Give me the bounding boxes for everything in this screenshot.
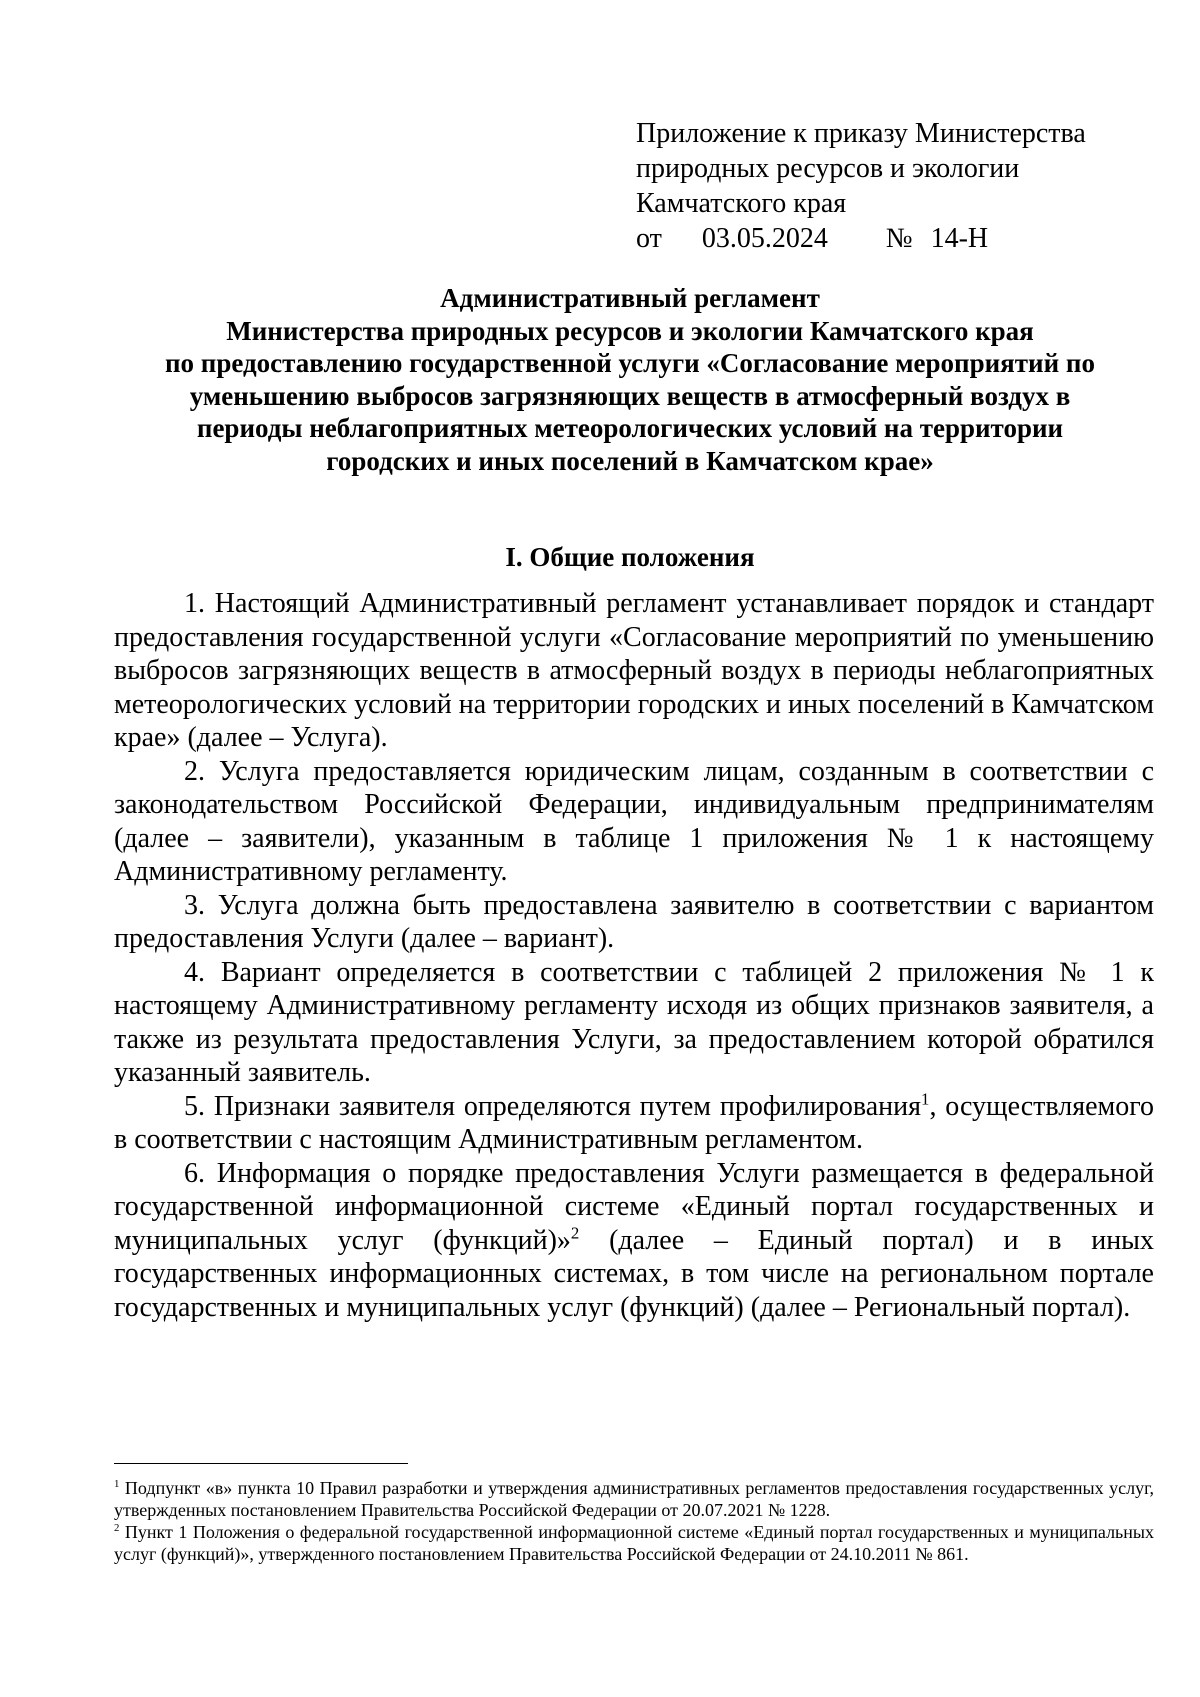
footnote-ref-1[interactable]: 1 [921, 1089, 930, 1109]
footnote-ref-2[interactable]: 2 [570, 1223, 580, 1243]
approval-line-2: природных ресурсов и экологии [636, 153, 1020, 184]
paragraph-6-text-cont: (далее – Единый портал) и в иных государственных информационных системах, в том числе на региональном портале государственных и муниципальных услуг (функций) (далее – Региональный портал). [114, 1224, 1154, 1323]
title-line-5: периоды неблагоприятных метеорологических условий на территории [196, 413, 1064, 443]
footnote-1-text: Подпункт «в» пункта 10 Правил разработки и утверждения административных регламентов предоставления государственных услуг, утвержденных постановлением Правительства Российской Федерации от 20.07.2021 № 1228. [114, 1478, 1154, 1520]
paragraph-6-text: 6. Информация о порядке предоставления Услуги размещается в федеральной государственной информационной системе «Единый портал государственных и муниципальных услуг (функций)» [114, 1157, 1154, 1256]
order-number: 14-Н [930, 223, 989, 254]
from-label: от [636, 223, 662, 254]
footnote-1 [114, 1477, 1154, 1521]
approval-block [636, 116, 1086, 256]
order-date-number [636, 221, 1086, 256]
title-line-3: по предоставлению государственной услуги «Согласование мероприятий по [165, 348, 1095, 378]
paragraph-2: 2. Услуга предоставляется юридическим лицам, созданным в соответствии с законодательством Российской Федерации, индивидуальным предпринимателям (далее – заявители), указанным в таблице 1 приложения № 1 к настоящему Административному регламенту. [114, 755, 1154, 887]
footnotes [114, 1477, 1154, 1565]
footnote-divider [114, 1463, 408, 1464]
number-sign: № [885, 223, 913, 254]
title-line-1: Административный регламент [440, 283, 820, 313]
order-date: 03.05.2024 [701, 223, 828, 254]
title-line-6: городских и иных поселений в Камчатском крае» [326, 445, 934, 476]
footnote-2 [114, 1521, 1154, 1565]
paragraph-5-text-cont: , осуществляемого в соответствии с настоящим Административным регламентом. [114, 1090, 1155, 1155]
approval-line-3: Камчатского края [636, 188, 847, 219]
footnote-1-mark: 1 [114, 1478, 120, 1490]
section-heading: I. Общие положения [505, 542, 755, 572]
paragraph-6 [114, 1157, 1154, 1325]
document-title [110, 282, 1150, 477]
paragraph-1: 1. Настоящий Административный регламент устанавливает порядок и стандарт предоставления государственной услуги «Согласование мероприятий по уменьшению выбросов загрязняющих веществ в атмосферный воздух в периоды неблагоприятных метеорологических условий на территории городских и иных поселений в Камчатском крае» (далее – Услуга). [114, 588, 1154, 753]
paragraph-3: 3. Услуга должна быть предоставлена заявителю в соответствии с вариантом предоставления Услуги (далее – вариант). [114, 889, 1154, 954]
footnote-2-text: Пункт 1 Положения о федеральной государственной информационной системе «Единый портал государственных и муниципальных услуг (функций)», утвержденного постановлением Правительства Российской Федерации от 24.10.2011 № 861. [114, 1522, 1154, 1564]
title-line-4: уменьшению выбросов загрязняющих веществ в атмосферный воздух в [189, 380, 1071, 411]
approval-line-1: Приложение к приказу Министерства [636, 118, 1086, 149]
title-line-2: Министерства природных ресурсов и экологии Камчатского края [226, 315, 1034, 346]
paragraph-4: 4. Вариант определяется в соответствии с таблицей 2 приложения № 1 к настоящему Административному регламенту исходя из общих признаков заявителя, а также из результата предоставления Услуги, за предоставлением которой обратился указанный заявитель. [114, 956, 1154, 1088]
document-body [114, 587, 1154, 1324]
paragraph-5 [114, 1090, 1154, 1157]
paragraph-5-text: 5. Признаки заявителя определяются путем профилирования [184, 1090, 922, 1122]
footnote-2-mark: 2 [114, 1522, 120, 1534]
